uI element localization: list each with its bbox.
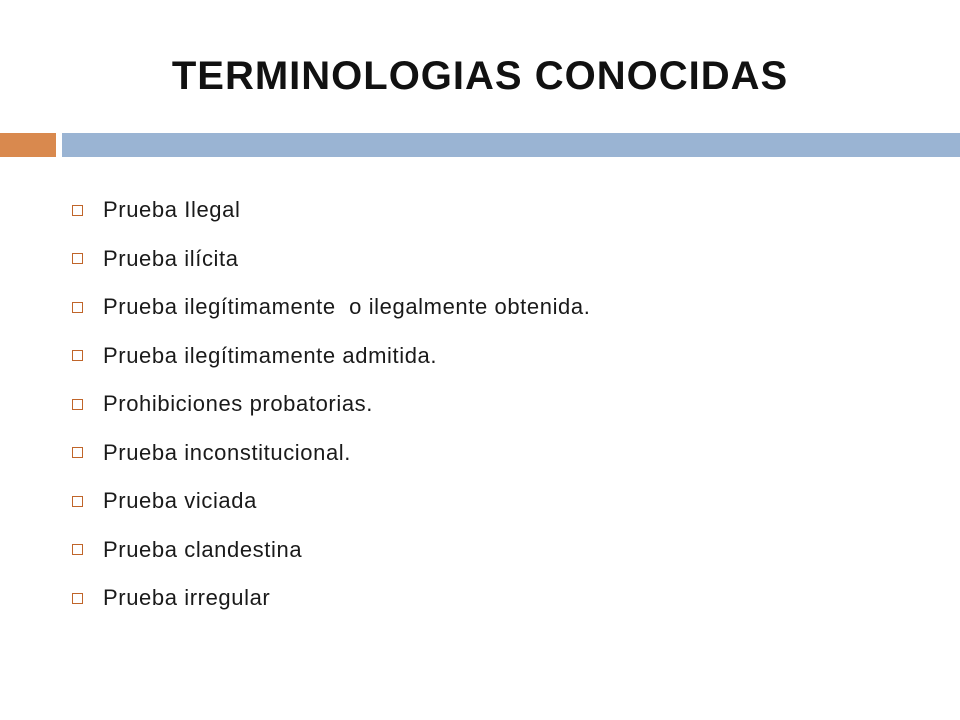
list-item xyxy=(72,283,590,332)
hollow-square-bullet-icon xyxy=(72,253,83,264)
list-item-text: Prueba ilícita xyxy=(103,245,239,271)
accent-bar-orange xyxy=(0,133,56,157)
list-item-text: Prueba viciada xyxy=(103,488,257,514)
list-item xyxy=(72,380,590,429)
list-item-text: Prohibiciones probatorias. xyxy=(103,391,373,417)
hollow-square-bullet-icon xyxy=(72,593,83,604)
list-item-text: Prueba ilegítimamente o ilegalmente obtenida. xyxy=(103,294,591,320)
hollow-square-bullet-icon xyxy=(72,350,83,361)
hollow-square-bullet-icon xyxy=(72,447,83,458)
list-item-text: Prueba irregular xyxy=(103,585,271,611)
terminology-list xyxy=(72,186,590,623)
hollow-square-bullet-icon xyxy=(72,205,83,216)
list-item-text: Prueba ilegítimamente admitida. xyxy=(103,342,438,368)
list-item xyxy=(72,477,590,526)
hollow-square-bullet-icon xyxy=(72,302,83,313)
hollow-square-bullet-icon xyxy=(72,399,83,410)
list-item xyxy=(72,186,590,235)
hollow-square-bullet-icon xyxy=(72,544,83,555)
list-item xyxy=(72,574,590,623)
list-item xyxy=(72,526,590,575)
list-item xyxy=(72,429,590,478)
list-item-text: Prueba inconstitucional. xyxy=(103,439,351,465)
list-item-text: Prueba clandestina xyxy=(103,536,303,562)
slide-title: TERMINOLOGIAS CONOCIDAS xyxy=(171,54,789,98)
accent-bar-blue xyxy=(62,133,960,157)
hollow-square-bullet-icon xyxy=(72,496,83,507)
list-item-text: Prueba Ilegal xyxy=(103,197,241,223)
list-item xyxy=(72,235,590,284)
list-item xyxy=(72,332,590,381)
